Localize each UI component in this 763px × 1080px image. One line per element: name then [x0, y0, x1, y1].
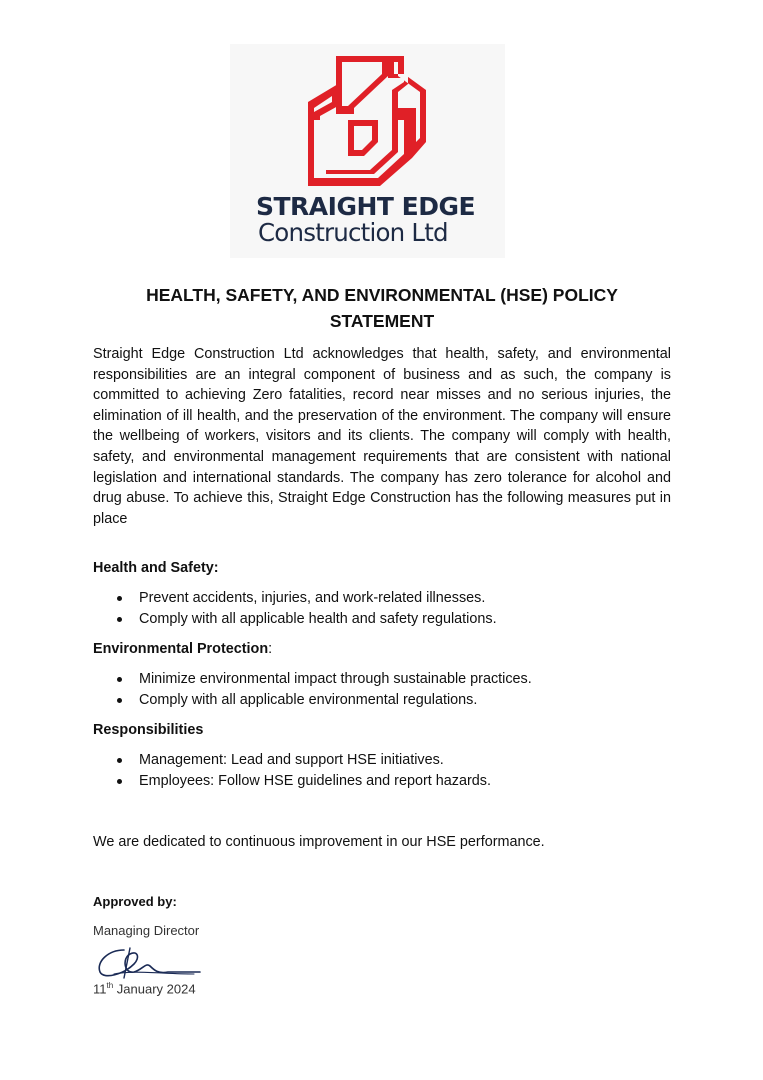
intro-paragraph: Straight Edge Construction Ltd acknowledges that health, safety, and environmental responsibilities are an integral component of business and as such, the company is committed to achieving Zero fatalities, record near misses and no serious injuries, the elimination of ill health, and the preservation of the environment. The company will ensure the wellbeing of workers, visitors and its clients. The company will comply with health, safety, and environmental management requirements that are consistent with national legislation and international standards. The company has zero tolerance for alcohol and drug abuse. To achieve this, Straight Edge Construction has the following measures put in place — [93, 346, 671, 527]
approval-date: 11th January 2024 — [93, 981, 196, 997]
approver-role: Managing Director — [93, 923, 200, 938]
list-item: Management: Lead and support HSE initiatives. — [93, 750, 673, 771]
closing-statement: We are dedicated to continuous improvement in our HSE performance. — [93, 834, 545, 850]
section-heading-environmental-protection: Environmental Protection: — [93, 641, 273, 657]
approved-by-label: Approved by: — [93, 894, 177, 909]
health-safety-list — [93, 588, 673, 630]
list-item: Comply with all applicable environmental regulations. — [93, 690, 673, 711]
signature-icon — [94, 944, 204, 982]
logo-name-line2: Construction Ltd — [258, 218, 448, 247]
list-item: Minimize environmental impact through sustainable practices. — [93, 669, 673, 690]
section-heading-responsibilities: Responsibilities — [93, 722, 204, 738]
list-item: Prevent accidents, injuries, and work-related illnesses. — [93, 588, 673, 609]
list-item: Comply with all applicable health and safety regulations. — [93, 609, 673, 630]
company-logo — [230, 44, 505, 258]
section-heading-health-safety: Health and Safety: — [93, 560, 219, 576]
logo-name-line1: STRAIGHT EDGE — [256, 192, 476, 221]
page-title: HEALTH, SAFETY, AND ENVIRONMENTAL (HSE) POLICY STATEMENT — [146, 285, 618, 331]
environmental-protection-list — [93, 669, 673, 711]
list-item: Employees: Follow HSE guidelines and report hazards. — [93, 771, 673, 792]
responsibilities-list — [93, 750, 673, 792]
logo-mark-icon — [308, 50, 428, 192]
